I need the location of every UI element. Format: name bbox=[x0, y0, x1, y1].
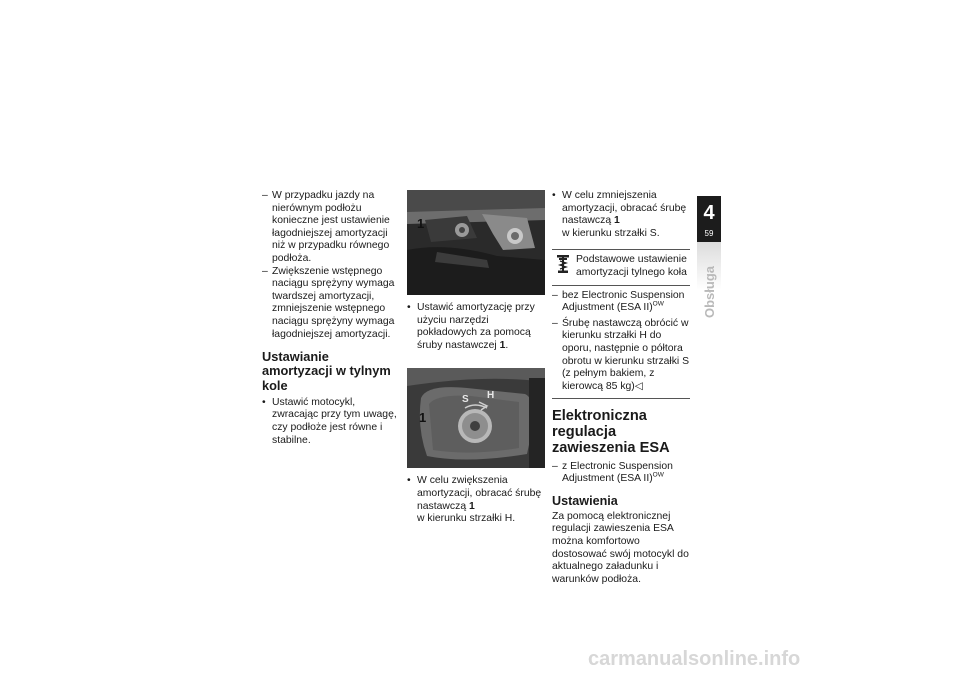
dash-item bbox=[552, 461, 690, 486]
bullet-item-text: W celu zmniejszenia amortyzacji, obracać śrubę nastawczą bbox=[562, 190, 687, 227]
settings-box-list bbox=[552, 286, 690, 399]
settings-box-title: Podstawowe ustawienie amortyzacji tylnego koła bbox=[576, 254, 687, 278]
bullet-item-text: Ustawić amortyzację przy użyciu narzędzi pokładowych za pomocą śruby nastawczej bbox=[417, 302, 535, 351]
callout-label: 1 bbox=[417, 216, 425, 231]
reference-number: 1 bbox=[468, 500, 475, 512]
column-2 bbox=[407, 190, 545, 526]
dash-item-text: z Electronic Suspension Adjustment (ESA II) bbox=[562, 460, 673, 485]
page-number: 59 bbox=[704, 229, 714, 238]
dash-marker: – bbox=[262, 265, 268, 277]
dash-marker: – bbox=[262, 190, 268, 201]
option-code: OW bbox=[652, 471, 664, 479]
bullet-item-text: Ustawić motocykl, zwracając przy tym uwagę, czy podłoże jest równe i stabilne. bbox=[272, 396, 397, 446]
section-heading-esa: Elektroniczna regulacja zawieszenia ESA bbox=[552, 408, 670, 456]
dash-item bbox=[262, 190, 400, 266]
suspension-icon bbox=[556, 254, 570, 274]
bullet-marker: • bbox=[407, 475, 411, 487]
dash-item-text: bez Electronic Suspension Adjustment (ESA II) bbox=[562, 289, 685, 314]
section-heading-rear-suspension: Ustawianie amortyzacji w tylnym kole bbox=[262, 349, 391, 393]
bullet-item bbox=[407, 475, 545, 525]
settings-box bbox=[552, 249, 690, 399]
direction-label-h: H bbox=[487, 390, 495, 402]
dash-item-text: W przypadku jazdy na nierównym podłożu konieczne jest ustawienie łagodniejszej amortyzacji niż w przypadku równego podłoża. bbox=[272, 190, 390, 264]
photo-adjuster-rear-view bbox=[407, 190, 545, 295]
direction-label-s: S bbox=[462, 394, 469, 406]
bullet-marker: • bbox=[262, 396, 266, 408]
dash-item-text: Śrubę nastawczą obrócić w kierunku strzałki H do oporu, następnie o półtora obrotu w kierunku strzałki S (z pełnym bakiem, z kierowcą 85 kg)◁ bbox=[562, 317, 690, 392]
bullet-item bbox=[262, 397, 400, 447]
section-label-vertical: Obsługa bbox=[702, 265, 717, 318]
bullet-item-end: . bbox=[505, 339, 509, 351]
photo-adjuster-rear-view-image bbox=[407, 190, 545, 295]
callout-label: 1 bbox=[419, 410, 427, 426]
dash-item bbox=[552, 290, 690, 315]
dash-item bbox=[262, 266, 400, 342]
dash-marker: – bbox=[552, 289, 558, 301]
option-code: OW bbox=[652, 300, 664, 308]
dash-item bbox=[552, 318, 690, 394]
dash-marker: – bbox=[552, 317, 558, 329]
subsection-heading-settings: Ustawienia bbox=[552, 493, 618, 508]
bullet-marker: • bbox=[552, 190, 556, 201]
reference-number: 1 bbox=[613, 215, 620, 227]
reference-number: 1 bbox=[499, 339, 506, 351]
bullet-item-text: W celu zwiększenia amortyzacji, obracać śrubę nastawczą bbox=[417, 475, 542, 512]
bullet-item bbox=[552, 190, 690, 240]
chapter-number: 4 bbox=[703, 202, 715, 224]
bullet-item-end: w kierunku strzałki H. bbox=[417, 513, 516, 525]
column-1 bbox=[262, 190, 400, 447]
photo-adjuster-closeup-image bbox=[407, 368, 545, 468]
bullet-item bbox=[407, 302, 545, 352]
bullet-marker: • bbox=[407, 302, 411, 313]
column-3 bbox=[552, 190, 690, 586]
photo-adjuster-closeup bbox=[407, 368, 545, 468]
dash-item-text: Zwiększenie wstępnego naciągu sprężyny wymaga twardszej amortyzacji, zmniejszenie wstępnego naciągu sprężyny wymaga łagodniejszej amortyzacji. bbox=[272, 265, 395, 340]
watermark-text: carmanualsonline.info bbox=[588, 648, 801, 670]
dash-marker: – bbox=[552, 460, 558, 472]
body-paragraph: Za pomocą elektronicznej regulacji zawieszenia ESA można komfortowo dostosować swój motocykl do aktualnego załadunku i warunków podłoża. bbox=[552, 510, 689, 585]
settings-box-header bbox=[552, 250, 690, 285]
bullet-item-end: w kierunku strzałki S. bbox=[562, 227, 660, 239]
